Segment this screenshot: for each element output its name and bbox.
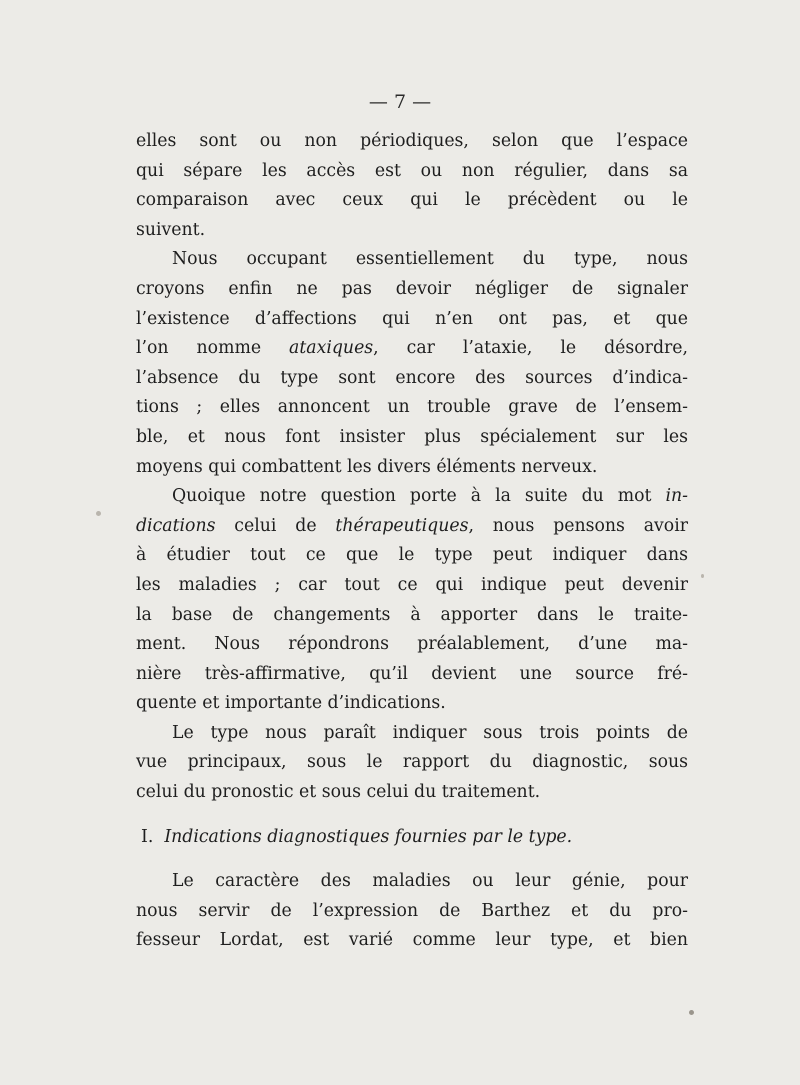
- section-title: Indications diagnostiques fournies par le type.: [164, 826, 573, 847]
- italic-term: ataxiques: [289, 338, 374, 359]
- paragraph-2: [136, 245, 688, 482]
- text-line-mixed: [136, 334, 688, 364]
- text-line: ble, et nous font insister plus spécialement sur les: [136, 426, 688, 447]
- text-line: suivent.: [136, 219, 206, 240]
- text-line: fesseur Lordat, est varié comme leur type, et bien: [136, 930, 688, 951]
- italic-term: dications: [136, 515, 216, 536]
- text-line: moyens qui combattent les divers éléments nerveux.: [136, 456, 598, 477]
- text-line: comparaison avec ceux qui le précèdent ou le: [136, 190, 688, 211]
- text-line: à étudier tout ce que le type peut indiquer dans: [136, 545, 688, 566]
- italic-term: thérapeutiques: [335, 515, 469, 536]
- text-line: Nous occupant essentiellement du type, nous: [172, 249, 688, 270]
- text-line: croyons enfin ne pas devoir négliger de signaler: [136, 278, 688, 299]
- paragraph-4: [136, 719, 688, 808]
- section-heading: [136, 823, 688, 853]
- text-line: Le type nous paraît indiquer sous trois points de: [172, 722, 688, 743]
- text-line: celui du pronostic et sous celui du traitement.: [136, 782, 541, 803]
- text-line: les maladies ; car tout ce qui indique peut devenir: [136, 574, 688, 595]
- text-line: la base de changements à apporter dans le traite-: [136, 604, 688, 625]
- text-line: tions ; elles annoncent un trouble grave de l’ensem-: [136, 397, 688, 418]
- paragraph-1: [136, 127, 688, 245]
- paper-speck: [701, 574, 704, 578]
- text-line-mixed: [136, 482, 688, 512]
- text-line: Le caractère des maladies ou leur génie, pour: [172, 871, 688, 892]
- text-line: nous servir de l’expression de Barthez et du pro-: [136, 900, 688, 921]
- text-run: celui de: [215, 515, 336, 536]
- text-line: l’absence du type sont encore des sources d’indica-: [136, 367, 688, 388]
- text-line-mixed: [136, 512, 688, 542]
- italic-term: in-: [665, 486, 688, 507]
- page-number: — 7 —: [368, 91, 432, 113]
- text-line: l’existence d’affections qui n’en ont pas, et que: [136, 308, 688, 329]
- text-run: l’on nomme: [136, 338, 290, 359]
- paper-speck: [689, 1010, 694, 1015]
- text-run: Quoique notre question porte à la suite du mot: [172, 486, 666, 507]
- text-line: quente et importante d’indications.: [136, 693, 446, 714]
- text-line: qui sépare les accès est ou non régulier, dans sa: [136, 160, 688, 181]
- paper-speck: [96, 511, 101, 516]
- paragraph-3: [136, 482, 688, 719]
- text-run: , car l’ataxie, le désordre,: [373, 338, 688, 359]
- text-line: elles sont ou non périodiques, selon que l’espace: [136, 131, 688, 151]
- text-line: vue principaux, sous le rapport du diagnostic, sous: [136, 752, 688, 773]
- text-line: ment. Nous répondrons préalablement, d’une ma-: [136, 634, 688, 655]
- page-body: [136, 127, 688, 956]
- text-run: , nous pensons avoir: [468, 515, 688, 536]
- section-numeral: I.: [141, 826, 154, 847]
- text-line: nière très-affirmative, qu’il devient une source fré-: [136, 663, 688, 684]
- paragraph-5: [136, 867, 688, 956]
